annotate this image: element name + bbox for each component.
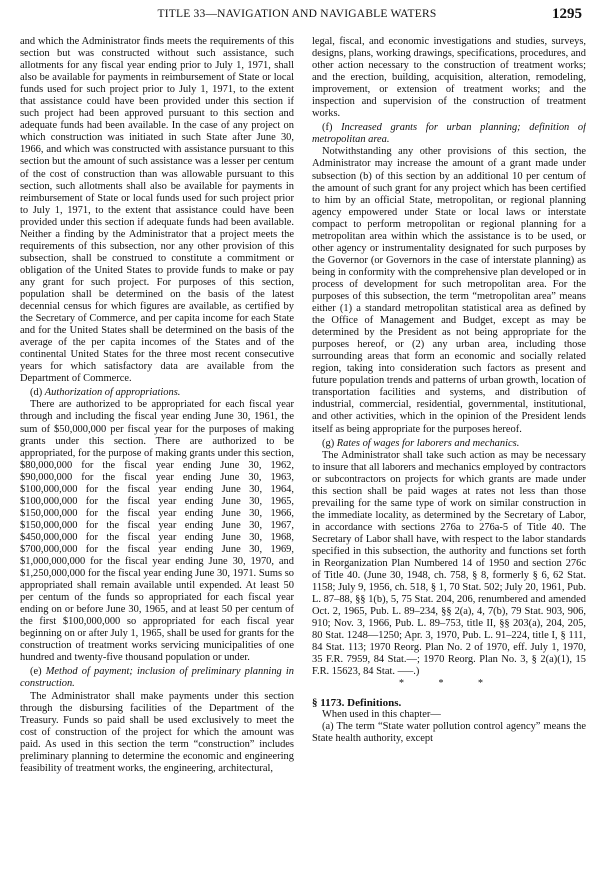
paragraph-continued: and which the Administrator finds meets the requirements of this section but was constructed without such assistance, such allotments for any fiscal year ending prior to July 1, 1971, shall also be available for payments in reimbursement of State or local funds used for such project prior to July 1, 1971, to the extent that assistance could have been provided under this section if such project had been approved pursuant to this section and adequate funds had been available. In the case of any project on which construction was initiated in such State after June 30, 1966, and which was constructed with assistance pursuant to this section but the amount of such assistance was a lesser per centum of the cost of construction than was allowable pursuant to this section, such allotments shall also be available for payments in reimbursement of State or local funds used for such project prior to July 1, 1971, to the extent that assistance could have been provided under this section if adequate funds had been available. Neither a finding by the Administrator that a project meets the requirements of this subsection, nor any other provision of this subsection, shall be construed to constitute a commitment or obligation of the United States to provide funds to make or pay any grant for such project. For purposes of this section, population shall be determined on the basis of the latest decennial census for which figures are available, as certified by the Secretary of Commerce, and per capita income for each State and for the United States shall be determined on the basis of the average of the per capita incomes of the States and of the continental United States for the three most recent consecutive years for which satisfactory data are available from the Department of Commerce. (20, 36, 294, 385)
page-number: 1295 (552, 6, 582, 22)
left-column (20, 36, 294, 888)
subsection-title: Method of payment; inclusion of preliminary planning in construction. (20, 666, 294, 690)
subsection-title: Authorization of appropriations. (44, 387, 181, 399)
definitions-intro: When used in this chapter— (322, 708, 441, 720)
subsection-title: Rates of wages for laborers and mechanics. (336, 437, 520, 449)
subsection-d-heading (20, 387, 294, 399)
running-title: TITLE 33—NAVIGATION AND NAVIGABLE WATERS (157, 8, 437, 20)
subsection-g-heading (312, 438, 586, 450)
subsection-f-text: Notwithstanding any other provisions of this section, the Administrator may increase the amount of a grant made under subsection (b) of this section by an additional 10 per centum of the amount of such grant for any project which has been certified to him by an official State, metropolitan, or regional planning agency empowered under State or local laws or interstate compact to perform metropolitan or regional planning for a metropolitan area within which the assistance is to be used, or other agency or instrumentality designated for such purposes by the Governor (or Governors in the case of interstate planning) as being in conformity with the comprehensive plan developed or in process of development for such metropolitan area. For the purposes of this subsection, the term “metropolitan area” means either (1) a standard metropolitan statistical area as defined by the Office of Management and Budget, except as may be determined by the President as not being appropriate for the purposes hereof, or (2) any urban area, including those surrounding areas that form an economic and socially related region, taking into consideration such factors as present and future population trends and patterns of urban growth, location of transportation facilities and systems, and distribution of industrial, commercial, residential, governmental, institutional, and other activities, which in the opinion of the President lends itself as being appropriate for the purposes hereof. (312, 146, 586, 435)
subsection-f-heading (312, 122, 586, 146)
subsection-label: (d) (30, 387, 43, 399)
section-heading: § 1173. Definitions. (312, 696, 402, 709)
subsection-label: (g) (322, 437, 335, 449)
subsection-e-text: The Administrator shall make payments under this section through the disbursing facilities of the Department of the Treasury. Funds so paid shall be used exclusively to meet the cost of construction of the project for which the amount was paid. As used in this section the term “construction” includes preliminary planning to determine the economic and engineering feasibility of treatment works, the engineering, architectural, (20, 690, 294, 774)
definition-a: (a) The term “State water pollution control agency” means the State health authority, except (312, 720, 586, 744)
subsection-label: (e) (30, 666, 42, 678)
subsection-g-text: The Administrator shall take such action as may be necessary to insure that all laborers and mechanics employed by contractors or subcontractors on projects for which grants are made under this section shall be paid wages at rates not less than those prevailing for the same type of work on similar construction in the immediate locality, as determined by the Secretary of Labor, in accordance with sections 276a to 276a-5 of Title 40. The Secretary of Labor shall have, with respect to the labor standards specified in this subsection, the authority and functions set forth in Reorganization Plan Numbered 14 of 1950 and section 276c of Title 40. (June 30, 1948, ch. 758, § 8, formerly § 6, 62 Stat. 1158; July 9, 1956, ch. 518, § 1, 70 Stat. 502; July 20, 1961, Pub. L. 87–88, §§ 1(b), 5, 75 Stat. 204, 206, renumbered and amended Oct. 2, 1965, Pub. L. 89–234, §§ 2(a), 4, 7(b), 79 Stat. 903, 906, 910; Nov. 3, 1966, Pub. L. 89–753, title II, §§ 203(a), 204, 205, 80 Stat. 1248—1250; Apr. 3, 1970, Pub. L. 91–224, title I, § 111, 84 Stat. 113; 1970 Reorg. Plan No. 2 of 1970, eff. July 1, 1970, 35 F.R. 7959, 84 Stat.—; 1970 Reorg. Plan No. 3, § 2(a)(1), 15 F.R. 15623, 84 Stat. —–.) (312, 449, 586, 678)
subsection-e-heading (20, 666, 294, 690)
subsection-d-text: There are authorized to be appropriated for each fiscal year through and including the fiscal year ending June 30, 1961, the sum of $50,000,000 per fiscal year for the purposes of making grants under this section. There are authorized to be appropriated, for the purpose of making grants under this section, $80,000,000 for the fiscal year ending June 30, 1962, $90,000,000 for the fiscal year ending June 30, 1963, $100,000,000 for the fiscal year ending June 30, 1964, $100,000,000 for the fiscal year ending June 30, 1965, $150,000,000 for the fiscal year ending June 30, 1966, $150,000,000 for the fiscal year ending June 30, 1967, $450,000,000 for the fiscal year ending June 30, 1968, $700,000,000 for the fiscal year ending June 30, 1969, $1,000,000,000 for the fiscal year ending June 30, 1970, and $1,250,000,000 for the fiscal year ending June 30, 1971. Sums so appropriated shall remain available until expended. At least 50 per centum of the funds so appropriated for each fiscal year ending on or before June 30, 1965, and at least 50 per centum of the first $100,000,000 so appropriated for each fiscal year beginning on or after July 1, 1965, shall be used for grants for the construction of treatment works servicing municipalities of one hundred and twenty-five thousand population or under. (20, 399, 294, 664)
page-header (10, 0, 584, 26)
subsection-title: Increased grants for urban planning; definition of metropolitan area. (312, 122, 586, 146)
right-column (312, 36, 586, 888)
omission-stars: * * * (399, 678, 499, 690)
paragraph-continued: legal, fiscal, and economic investigations and studies, surveys, designs, plans, working drawings, specifications, procedures, and other action necessary to the construction of treatment works; and the erection, building, acquisition, alteration, remodeling, improvement, or extension of treatment works; and the inspection and supervision of the construction of treatment works. (312, 36, 586, 120)
subsection-label: (f) (322, 122, 333, 134)
